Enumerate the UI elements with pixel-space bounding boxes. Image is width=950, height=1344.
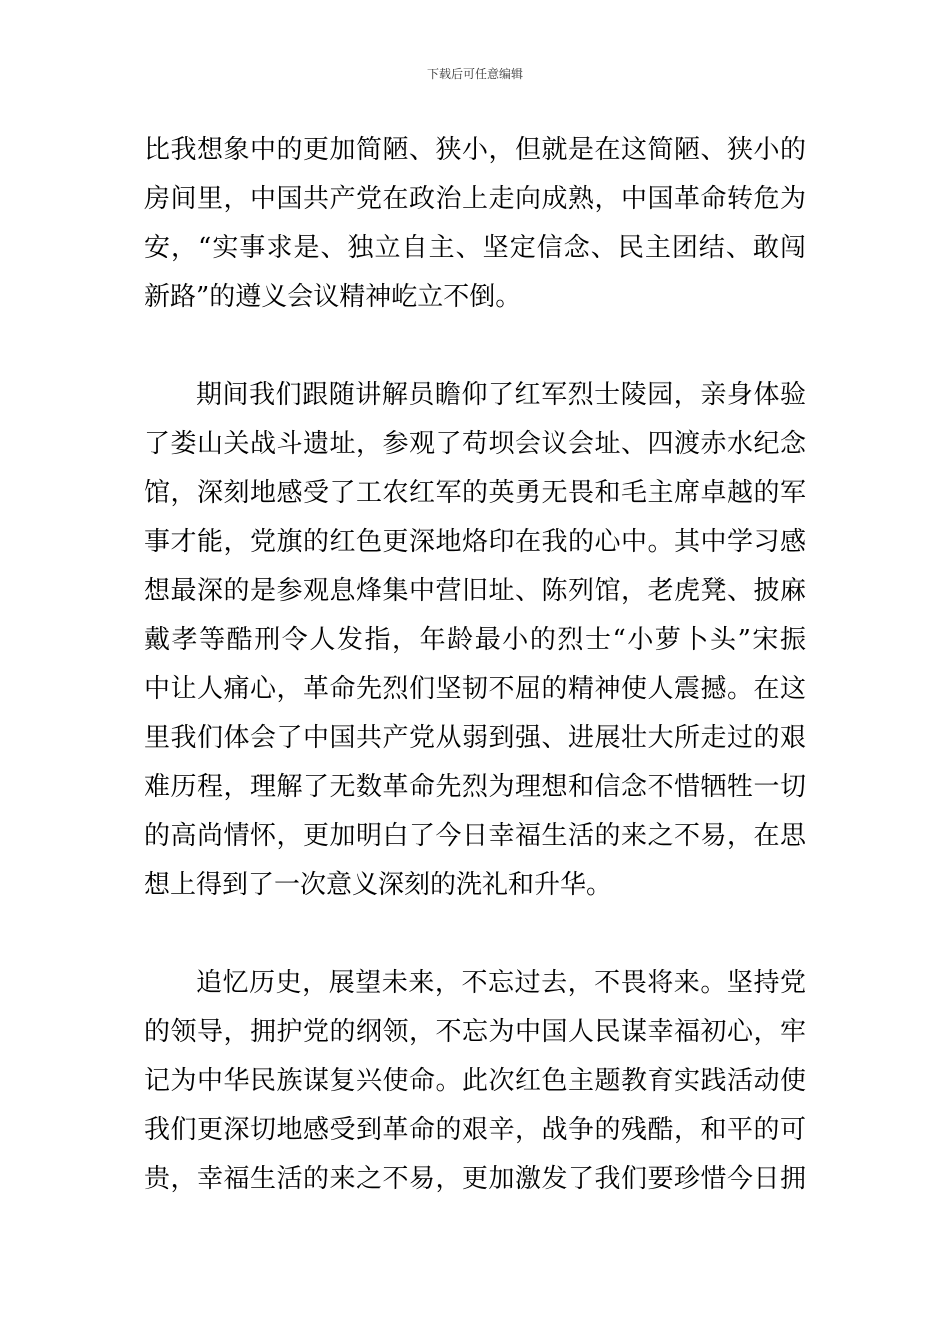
text-line: 里我们体会了中国共产党从弱到强、进展壮大所走过的艰 <box>144 723 806 753</box>
text-line: 的领导，拥护党的纲领，不忘为中国人民谋幸福初心，牢 <box>144 1017 806 1047</box>
body-text <box>144 126 806 1204</box>
text-line: 想最深的是参观息烽集中营旧址、陈列馆，老虎凳、披麻 <box>144 576 806 606</box>
text-line: 中让人痛心，革命先烈们坚韧不屈的精神使人震撼。在这 <box>144 674 806 704</box>
header-note: 下载后可任意编辑 <box>426 67 523 81</box>
paragraph-1 <box>144 126 806 322</box>
text-line: 期间我们跟随讲解员瞻仰了红军烈士陵园，亲身体验 <box>196 380 806 410</box>
text-line: 了娄山关战斗遗址，参观了苟坝会议会址、四渡赤水纪念 <box>144 429 806 459</box>
text-line: 事才能，党旗的红色更深地烙印在我的心中。其中学习感 <box>144 527 806 557</box>
text-line: 房间里，中国共产党在政治上走向成熟，中国革命转危为 <box>144 184 806 214</box>
text-line: 想上得到了一次意义深刻的洗礼和升华。 <box>144 870 613 900</box>
text-line: 新路”的遵义会议精神屹立不倒。 <box>144 282 522 312</box>
text-line: 追忆历史，展望未来，不忘过去，不畏将来。坚持党 <box>196 968 806 998</box>
text-line: 馆，深刻地感受了工农红军的英勇无畏和毛主席卓越的军 <box>144 478 806 508</box>
text-line: 记为中华民族谋复兴使命。此次红色主题教育实践活动使 <box>144 1066 806 1096</box>
text-line: 贵，幸福生活的来之不易，更加激发了我们要珍惜今日拥 <box>144 1164 806 1194</box>
paragraph-gap <box>144 910 806 959</box>
text-line: 难历程，理解了无数革命先烈为理想和信念不惜牺牲一切 <box>144 772 806 802</box>
text-line: 比我想象中的更加简陋、狭小，但就是在这简陋、狭小的 <box>144 135 806 165</box>
text-line: 我们更深切地感受到革命的艰辛，战争的残酷，和平的可 <box>144 1115 806 1145</box>
text-line: 安，“实事求是、独立自主、坚定信念、民主团结、敢闯 <box>144 233 806 263</box>
text-line: 戴孝等酷刑令人发指，年龄最小的烈士“小萝卜头”宋振 <box>144 625 806 655</box>
paragraph-2 <box>144 371 806 910</box>
paragraph-gap <box>144 322 806 371</box>
text-line: 的高尚情怀，更加明白了今日幸福生活的来之不易，在思 <box>144 821 806 851</box>
paragraph-3 <box>144 959 806 1204</box>
